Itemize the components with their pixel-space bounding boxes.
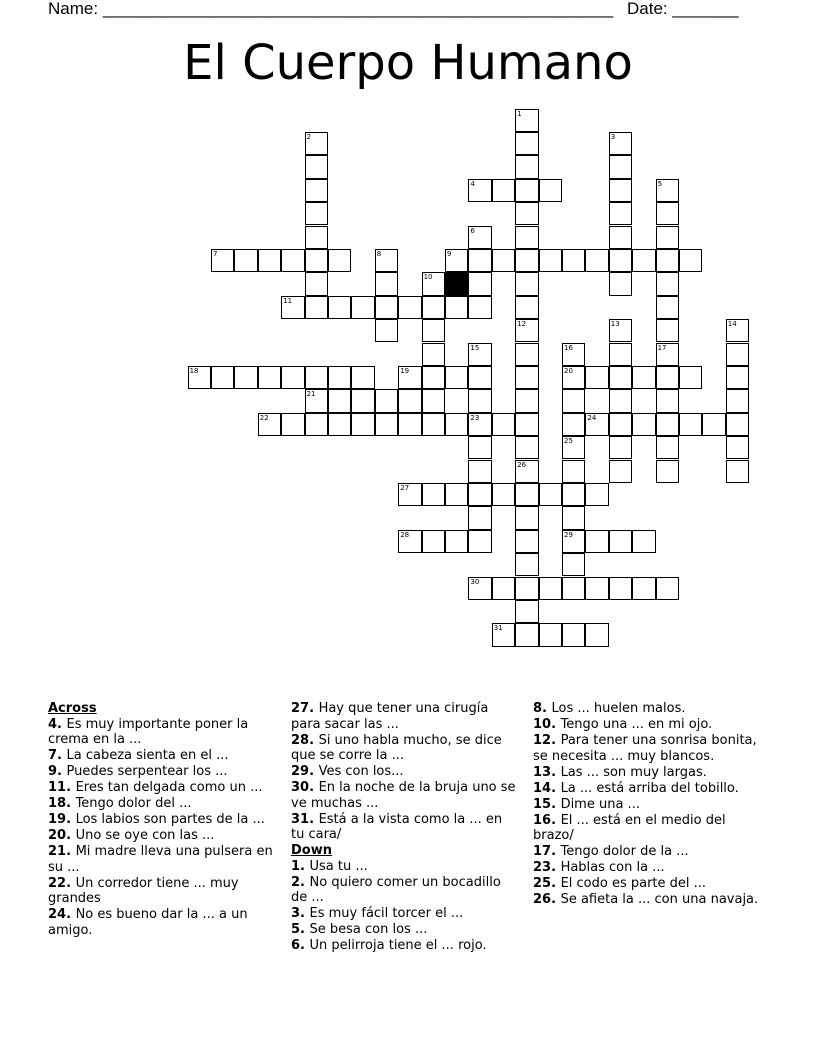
- grid-cell[interactable]: [468, 460, 491, 483]
- grid-cell[interactable]: [609, 226, 632, 249]
- clue-number-label: 17.: [533, 844, 561, 859]
- grid-cell[interactable]: [609, 389, 632, 412]
- grid-cell[interactable]: [562, 389, 585, 412]
- grid-cell[interactable]: [539, 249, 562, 272]
- grid-cell[interactable]: [656, 272, 679, 295]
- grid-cell[interactable]: [468, 343, 491, 366]
- clue-item: 15. Dime una ...: [533, 796, 640, 812]
- grid-cell[interactable]: [234, 249, 257, 272]
- clue-number-label: 18.: [48, 796, 76, 811]
- clue-number-label: 23.: [533, 860, 561, 875]
- clue-number: 28: [400, 530, 410, 539]
- clue-number: 9: [447, 249, 452, 258]
- grid-cell[interactable]: [515, 366, 538, 389]
- date-field-label[interactable]: Date: _______: [627, 0, 739, 18]
- grid-cell[interactable]: [679, 413, 702, 436]
- grid-cell[interactable]: [515, 132, 538, 155]
- grid-cell[interactable]: [305, 132, 328, 155]
- grid-cell[interactable]: [305, 155, 328, 178]
- clue-number: 3: [610, 132, 616, 141]
- clue-number: 5: [657, 179, 663, 188]
- clue-number: 25: [564, 437, 573, 446]
- grid-cell[interactable]: [515, 155, 538, 178]
- grid-cell[interactable]: [609, 132, 632, 155]
- grid-cell[interactable]: [422, 389, 445, 412]
- grid-cell[interactable]: [515, 553, 538, 576]
- grid-cell[interactable]: [305, 413, 328, 436]
- grid-cell[interactable]: [726, 389, 749, 412]
- grid-cell[interactable]: [609, 413, 632, 436]
- black-square: [445, 272, 468, 295]
- grid-cell[interactable]: [468, 577, 491, 600]
- grid-cell[interactable]: [281, 413, 304, 436]
- clue-item: 30. En la noche de la bruja uno se ve muchas ...: [291, 780, 516, 811]
- clue-number: 18: [189, 366, 199, 375]
- grid-cell[interactable]: [258, 366, 281, 389]
- clue-item: 10. Tengo una ... en mi ojo.: [533, 717, 713, 732]
- grid-cell[interactable]: [515, 600, 538, 623]
- grid-cell[interactable]: [468, 296, 491, 319]
- grid-cell[interactable]: [422, 272, 445, 295]
- grid-cell[interactable]: [398, 389, 421, 412]
- grid-cell[interactable]: [656, 343, 679, 366]
- grid-cell[interactable]: [656, 366, 679, 389]
- clue-number: 31: [493, 624, 503, 633]
- grid-cell[interactable]: [609, 202, 632, 225]
- clue-number-label: 21.: [48, 844, 76, 859]
- grid-cell[interactable]: [562, 366, 585, 389]
- clue-number-label: 2.: [291, 874, 310, 890]
- grid-cell[interactable]: [515, 272, 538, 295]
- grid-cell[interactable]: [609, 249, 632, 272]
- grid-cell[interactable]: [234, 366, 257, 389]
- clue-number-label: 29.: [291, 764, 319, 779]
- grid-cell[interactable]: [609, 179, 632, 202]
- grid-cell[interactable]: [398, 296, 421, 319]
- grid-cell[interactable]: [656, 436, 679, 459]
- grid-cell[interactable]: [585, 530, 608, 553]
- clue-number: 6: [470, 226, 475, 235]
- clues-column-1: [48, 701, 276, 939]
- grid-cell[interactable]: [328, 249, 351, 272]
- grid-cell[interactable]: [609, 577, 632, 600]
- grid-cell[interactable]: [305, 179, 328, 202]
- clue-number: 7: [213, 249, 218, 258]
- grid-cell[interactable]: [188, 366, 211, 389]
- clue-number: 24: [587, 413, 597, 422]
- clue-number: 22: [259, 413, 269, 422]
- grid-cell[interactable]: [468, 436, 491, 459]
- clue-item: 1. Usa tu ...: [291, 858, 368, 874]
- grid-cell[interactable]: [562, 343, 585, 366]
- grid-cell[interactable]: [468, 530, 491, 553]
- grid-cell[interactable]: [398, 413, 421, 436]
- clue-item: 12. Para tener una sonrisa bonita, se necesita ... muy blancos.: [533, 733, 757, 764]
- grid-cell[interactable]: [726, 460, 749, 483]
- grid-cell[interactable]: [305, 366, 328, 389]
- clue-number-label: 1.: [291, 858, 310, 874]
- down-heading: Down: [291, 843, 332, 858]
- grid-cell[interactable]: [305, 226, 328, 249]
- clue-number-label: 20.: [48, 828, 76, 843]
- clue-number-label: 16.: [533, 812, 561, 828]
- grid-cell[interactable]: [468, 506, 491, 529]
- grid-cell[interactable]: [609, 155, 632, 178]
- grid-cell[interactable]: [468, 389, 491, 412]
- clue-item: 14. La ... está arriba del tobillo.: [533, 780, 739, 796]
- clue-number: 21: [306, 390, 316, 399]
- grid-cell[interactable]: [492, 413, 515, 436]
- clue-number: 29: [564, 530, 573, 539]
- grid-cell[interactable]: [726, 366, 749, 389]
- grid-cell[interactable]: [468, 413, 491, 436]
- clue-number-label: 11.: [48, 780, 76, 795]
- clue-number: 16: [564, 343, 573, 352]
- grid-cell[interactable]: [515, 109, 538, 132]
- grid-cell[interactable]: [468, 179, 491, 202]
- grid-cell[interactable]: [656, 202, 679, 225]
- clue-item: 26. Se afieta la ... con una navaja.: [533, 892, 759, 907]
- clue-number-label: 26.: [533, 892, 561, 907]
- grid-cell[interactable]: [562, 460, 585, 483]
- grid-cell[interactable]: [515, 530, 538, 553]
- grid-cell[interactable]: [375, 272, 398, 295]
- grid-cell[interactable]: [422, 413, 445, 436]
- clue-item: 27. Hay que tener una cirugía para sacar las ...: [291, 701, 489, 732]
- clue-number-label: 8.: [533, 701, 552, 716]
- clue-item: 16. El ... está en el medio del brazo/: [533, 812, 726, 843]
- grid-cell[interactable]: [375, 249, 398, 272]
- clue-number: 27: [400, 483, 410, 492]
- clue-number: 30: [470, 577, 480, 586]
- clue-number: 13: [610, 320, 620, 329]
- grid-cell[interactable]: [445, 413, 468, 436]
- grid-cell[interactable]: [585, 577, 608, 600]
- grid-cell[interactable]: [632, 530, 655, 553]
- grid-cell[interactable]: [445, 530, 468, 553]
- grid-cell[interactable]: [609, 366, 632, 389]
- grid-cell[interactable]: [726, 319, 749, 342]
- clue-number: 17: [657, 343, 667, 352]
- clue-item: 21. Mi madre lleva una pulsera en su ...: [48, 844, 273, 875]
- grid-cell[interactable]: [539, 577, 562, 600]
- grid-cell[interactable]: [422, 343, 445, 366]
- grid-cell[interactable]: [632, 249, 655, 272]
- clue-item: 24. No es bueno dar la ... a un amigo.: [48, 907, 248, 938]
- grid-cell[interactable]: [422, 366, 445, 389]
- grid-cell[interactable]: [468, 226, 491, 249]
- grid-cell[interactable]: [656, 249, 679, 272]
- grid-cell[interactable]: [609, 530, 632, 553]
- grid-cell[interactable]: [305, 389, 328, 412]
- grid-cell[interactable]: [398, 366, 421, 389]
- clue-number: 19: [400, 366, 410, 375]
- clue-item: 23. Hablas con la ...: [533, 860, 665, 875]
- grid-cell[interactable]: [609, 272, 632, 295]
- grid-cell[interactable]: [632, 577, 655, 600]
- clue-number: 10: [423, 273, 433, 282]
- grid-cell[interactable]: [609, 343, 632, 366]
- grid-cell[interactable]: [445, 483, 468, 506]
- grid-cell[interactable]: [585, 623, 608, 646]
- grid-cell[interactable]: [515, 296, 538, 319]
- grid-cell[interactable]: [585, 413, 608, 436]
- grid-cell[interactable]: [281, 366, 304, 389]
- clue-item: 3. Es muy fácil torcer el ...: [291, 906, 464, 921]
- clue-number-label: 10.: [533, 717, 561, 732]
- clue-number: 23: [470, 413, 480, 422]
- grid-cell[interactable]: [515, 577, 538, 600]
- grid-cell[interactable]: [656, 577, 679, 600]
- across-heading: Across: [48, 701, 97, 716]
- grid-cell[interactable]: [656, 413, 679, 436]
- grid-cell[interactable]: [445, 366, 468, 389]
- grid-cell[interactable]: [468, 483, 491, 506]
- grid-cell[interactable]: [492, 623, 515, 646]
- grid-cell[interactable]: [562, 483, 585, 506]
- grid-cell[interactable]: [515, 506, 538, 529]
- clue-number-label: 13.: [533, 764, 561, 780]
- grid-cell[interactable]: [562, 530, 585, 553]
- clue-item: 11. Eres tan delgada como un ...: [48, 780, 263, 795]
- clue-number: 15: [470, 343, 480, 352]
- clue-number: 4: [470, 179, 475, 188]
- grid-cell[interactable]: [305, 249, 328, 272]
- clue-item: 13. Las ... son muy largas.: [533, 764, 707, 780]
- grid-cell[interactable]: [585, 483, 608, 506]
- grid-cell[interactable]: [305, 202, 328, 225]
- grid-cell[interactable]: [726, 343, 749, 366]
- clue-item: 2. No quiero comer un bocadillo de ...: [291, 874, 501, 905]
- clue-number: 14: [727, 320, 737, 329]
- clues-column-3: [533, 701, 761, 908]
- grid-cell[interactable]: [492, 483, 515, 506]
- grid-cell[interactable]: [656, 460, 679, 483]
- grid-cell[interactable]: [492, 249, 515, 272]
- clue-item: 28. Si uno habla mucho, se dice que se corre la ...: [291, 732, 502, 763]
- clue-item: 5. Se besa con los ...: [291, 922, 428, 937]
- grid-cell[interactable]: [656, 389, 679, 412]
- grid-cell[interactable]: [515, 202, 538, 225]
- grid-cell[interactable]: [492, 179, 515, 202]
- grid-cell[interactable]: [656, 179, 679, 202]
- grid-cell[interactable]: [679, 366, 702, 389]
- grid-cell[interactable]: [422, 319, 445, 342]
- grid-cell[interactable]: [702, 413, 725, 436]
- clue-item: 31. Está a la vista como la ... en tu cara/: [291, 811, 503, 842]
- grid-cell[interactable]: [515, 413, 538, 436]
- grid-cell[interactable]: [305, 272, 328, 295]
- grid-cell[interactable]: [515, 483, 538, 506]
- grid-cell[interactable]: [515, 226, 538, 249]
- grid-cell[interactable]: [562, 553, 585, 576]
- grid-cell[interactable]: [468, 249, 491, 272]
- clue-number-label: 14.: [533, 780, 561, 796]
- clue-number: 2: [306, 132, 312, 141]
- clue-number-label: 15.: [533, 796, 561, 812]
- grid-cell[interactable]: [515, 249, 538, 272]
- grid-cell[interactable]: [375, 413, 398, 436]
- clue-item: 8. Los ... huelen malos.: [533, 701, 686, 716]
- grid-cell[interactable]: [539, 483, 562, 506]
- clue-number-label: 3.: [291, 906, 310, 921]
- clue-number-label: 31.: [291, 811, 319, 827]
- grid-cell[interactable]: [515, 319, 538, 342]
- grid-cell[interactable]: [539, 623, 562, 646]
- clues-column-2: [291, 701, 519, 954]
- clue-number-label: 4.: [48, 716, 67, 732]
- grid-cell[interactable]: [398, 530, 421, 553]
- grid-cell[interactable]: [211, 366, 234, 389]
- grid-cell[interactable]: [281, 249, 304, 272]
- clue-number-label: 24.: [48, 907, 76, 922]
- clue-item: 19. Los labios son partes de la ...: [48, 812, 265, 827]
- grid-cell[interactable]: [351, 389, 374, 412]
- grid-cell[interactable]: [515, 179, 538, 202]
- grid-cell[interactable]: [632, 413, 655, 436]
- grid-cell[interactable]: [562, 249, 585, 272]
- clue-number-label: 7.: [48, 748, 67, 763]
- grid-cell[interactable]: [258, 249, 281, 272]
- clue-item: 25. El codo es parte del ...: [533, 876, 707, 891]
- grid-cell[interactable]: [562, 577, 585, 600]
- clue-number: 26: [517, 460, 527, 469]
- clue-item: 20. Uno se oye con las ...: [48, 828, 215, 843]
- clue-item: 4. Es muy importante poner la crema en la ...: [48, 716, 249, 747]
- grid-cell[interactable]: [375, 296, 398, 319]
- grid-cell[interactable]: [609, 319, 632, 342]
- grid-cell[interactable]: [562, 413, 585, 436]
- grid-cell[interactable]: [351, 366, 374, 389]
- grid-cell[interactable]: [468, 272, 491, 295]
- grid-cell[interactable]: [656, 296, 679, 319]
- grid-cell[interactable]: [328, 296, 351, 319]
- grid-cell[interactable]: [632, 366, 655, 389]
- name-field-label[interactable]: Name: ______________________________________________________: [48, 0, 614, 18]
- clue-item: 7. La cabeza sienta en el ...: [48, 748, 229, 763]
- clue-number-label: 22.: [48, 875, 76, 891]
- clue-item: 9. Puedes serpentear los ...: [48, 764, 228, 779]
- clue-number-label: 25.: [533, 876, 561, 891]
- grid-cell[interactable]: [726, 436, 749, 459]
- clue-item: 17. Tengo dolor de la ...: [533, 844, 689, 859]
- grid-cell[interactable]: [656, 226, 679, 249]
- grid-cell[interactable]: [492, 577, 515, 600]
- clue-number-label: 6.: [291, 938, 310, 953]
- clue-item: 29. Ves con los...: [291, 764, 404, 779]
- grid-cell[interactable]: [281, 296, 304, 319]
- grid-cell[interactable]: [351, 296, 374, 319]
- grid-cell[interactable]: [422, 530, 445, 553]
- grid-cell[interactable]: [375, 319, 398, 342]
- grid-cell[interactable]: [351, 413, 374, 436]
- grid-cell[interactable]: [445, 249, 468, 272]
- grid-cell[interactable]: [305, 296, 328, 319]
- grid-cell[interactable]: [726, 413, 749, 436]
- grid-cell[interactable]: [211, 249, 234, 272]
- clue-number: 8: [376, 249, 382, 258]
- grid-cell[interactable]: [445, 296, 468, 319]
- grid-cell[interactable]: [539, 179, 562, 202]
- clue-number: 11: [283, 296, 293, 305]
- grid-cell[interactable]: [562, 623, 585, 646]
- grid-cell[interactable]: [562, 436, 585, 459]
- clue-item: 22. Un corredor tiene ... muy grandes: [48, 875, 239, 906]
- clue-number: 12: [517, 320, 527, 329]
- grid-cell[interactable]: [422, 483, 445, 506]
- grid-cell[interactable]: [422, 296, 445, 319]
- clue-number-label: 28.: [291, 732, 319, 748]
- grid-cell[interactable]: [515, 623, 538, 646]
- clue-number: 1: [517, 109, 522, 118]
- grid-cell[interactable]: [679, 249, 702, 272]
- clue-number-label: 27.: [291, 701, 319, 716]
- clue-number-label: 30.: [291, 780, 319, 795]
- grid-cell[interactable]: [562, 506, 585, 529]
- grid-cell[interactable]: [515, 389, 538, 412]
- grid-cell[interactable]: [328, 413, 351, 436]
- clue-number-label: 9.: [48, 764, 67, 779]
- grid-cell[interactable]: [375, 389, 398, 412]
- grid-cell[interactable]: [398, 483, 421, 506]
- grid-cell[interactable]: [609, 436, 632, 459]
- grid-cell[interactable]: [515, 460, 538, 483]
- grid-cell[interactable]: [656, 319, 679, 342]
- page-title: El Cuerpo Humano: [183, 35, 633, 91]
- grid-cell[interactable]: [328, 366, 351, 389]
- clue-item: 18. Tengo dolor del ...: [48, 796, 192, 811]
- grid-cell[interactable]: [585, 366, 608, 389]
- grid-cell[interactable]: [258, 413, 281, 436]
- grid-cell[interactable]: [468, 366, 491, 389]
- grid-cell[interactable]: [515, 343, 538, 366]
- grid-cell[interactable]: [609, 460, 632, 483]
- grid-cell[interactable]: [328, 389, 351, 412]
- grid-cell[interactable]: [585, 249, 608, 272]
- clue-item: 6. Un pelirroja tiene el ... rojo.: [291, 938, 487, 953]
- clue-number-label: 12.: [533, 733, 561, 748]
- clue-number-label: 19.: [48, 812, 76, 827]
- clue-number-label: 5.: [291, 922, 310, 937]
- grid-cell[interactable]: [515, 436, 538, 459]
- clue-number: 20: [564, 366, 573, 375]
